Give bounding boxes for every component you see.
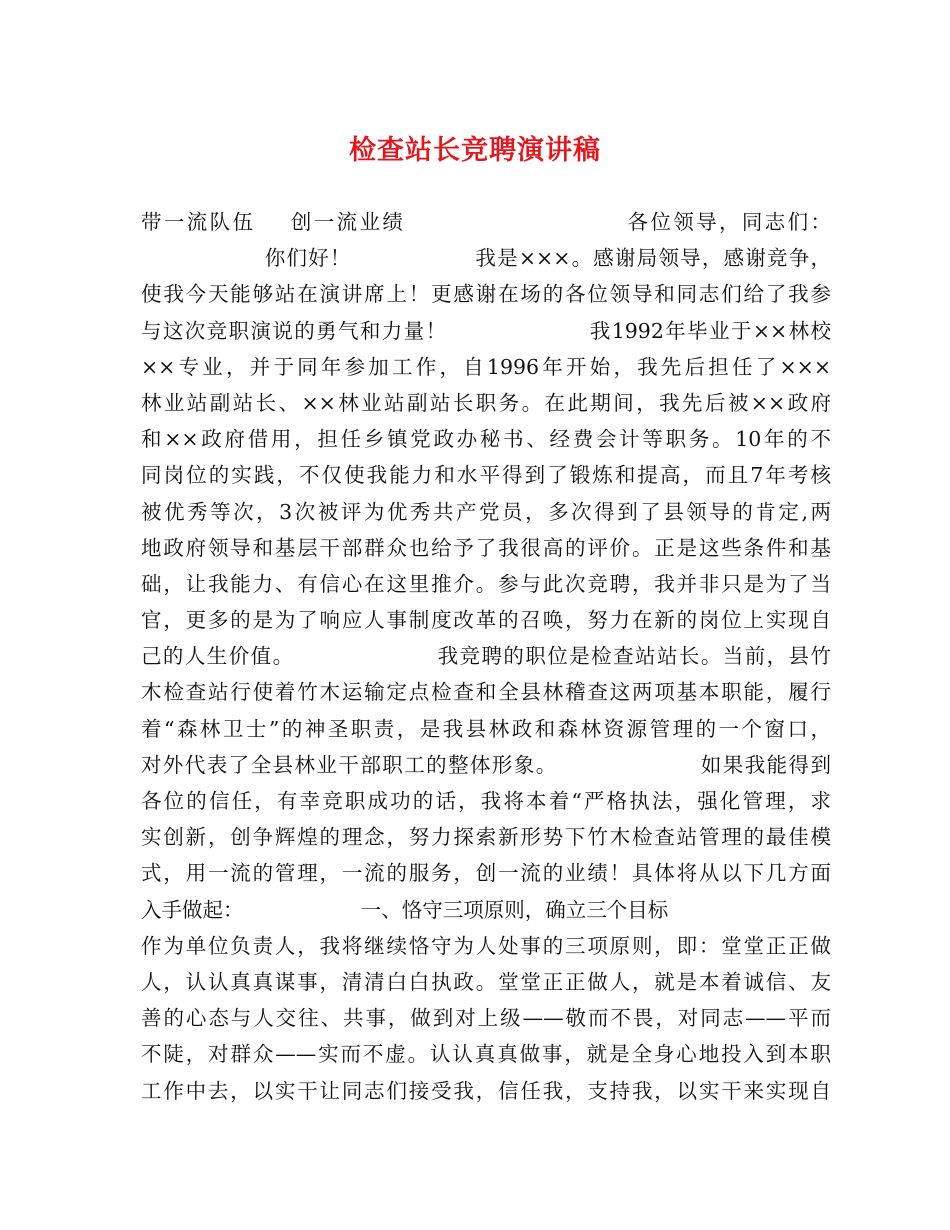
body-line: 善的心态与人交往、共事，做到对上级——敬而不畏，对同志——平而 [141, 1006, 831, 1031]
body-line: 础，让我能力、有信心在这里推介。参与此次竞聘，我并非只是为了当 [141, 571, 831, 596]
document-body [141, 204, 831, 1109]
body-line: 木检查站行使着竹木运输定点检查和全县林稽查这两项基本职能，履行 [141, 680, 831, 705]
body-line: 不陡，对群众——实而不虚。认认真真做事，就是全身心地投入到本职 [141, 1042, 831, 1067]
body-line: 使我今天能够站在演讲席上！更感谢在场的各位领导和同志们给了我参 [141, 282, 831, 307]
body-line: 地政府领导和基层干部群众也给予了我很高的评价。正是这些条件和基 [141, 535, 831, 560]
body-line: 着“森林卫士”的神圣职责，是我县林政和森林资源管理的一个窗口， [141, 716, 831, 741]
body-line: 同岗位的实践，不仅使我能力和水平得到了锻炼和提高，而且7年考核 [141, 463, 831, 488]
body-line: 官，更多的是为了响应人事制度改革的召唤，努力在新的岗位上实现自 [141, 608, 831, 633]
body-line: 入手做起： 一、恪守三项原则，确立三个目标 [141, 897, 669, 922]
body-line: 人，认认真真谋事，清清白白执政。堂堂正正做人，就是本着诚信、友 [141, 969, 831, 994]
document-title: 检查站长竞聘演讲稿 [349, 135, 601, 166]
body-line: 作为单位负责人，我将继续恪守为人处事的三项原则，即：堂堂正正做 [141, 933, 831, 958]
body-line: ××专业，并于同年参加工作，自1996年开始，我先后担任了××× [141, 354, 831, 379]
body-line: 工作中去，以实干让同志们接受我，信任我，支持我，以实干来实现自 [141, 1078, 831, 1103]
body-line: 被优秀等次，3次被评为优秀共产党员，多次得到了县领导的肯定,两 [141, 499, 831, 524]
body-line: 实创新，创争辉煌的理念，努力探索新形势下竹木检查站管理的最佳模 [141, 825, 831, 850]
body-line: 林业站副站长、××林业站副站长职务。在此期间，我先后被××政府 [141, 390, 831, 415]
body-line: 对外代表了全县林业干部职工的整体形象。 如果我能得到 [141, 752, 831, 777]
body-line: 和××政府借用，担任乡镇党政办秘书、经费会计等职务。10年的不 [141, 427, 831, 452]
body-line: 式，用一流的管理，一流的服务，创一流的业绩！具体将从以下几方面 [141, 861, 831, 886]
body-line: 与这次竞职演说的勇气和力量！ 我1992年毕业于××林校 [141, 318, 831, 343]
body-line: 己的人生价值。 我竞聘的职位是检查站站长。当前，县竹 [141, 644, 831, 669]
body-line: 你们好！ 我是×××。感谢局领导，感谢竞争， [141, 246, 831, 271]
body-line: 各位的信任，有幸竞职成功的话，我将本着“严格执法，强化管理，求 [141, 789, 831, 813]
body-line: 带一流队伍 创一流业绩 各位领导，同志们： [141, 210, 831, 234]
